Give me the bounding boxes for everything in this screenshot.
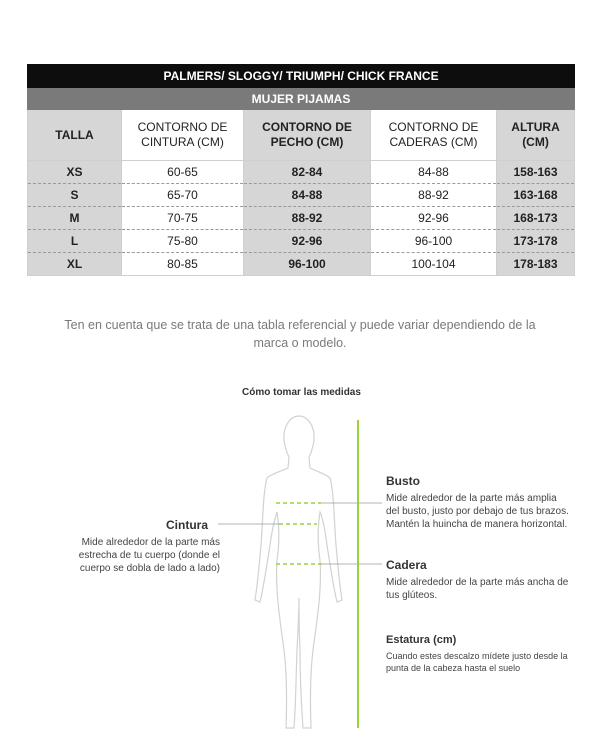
cadera-label [386, 558, 571, 602]
hip-cell: 96-100 [371, 230, 497, 253]
cintura-label [50, 518, 220, 575]
waist-cell: 75-80 [122, 230, 244, 253]
busto-title: Busto [386, 474, 420, 488]
cadera-description: Mide alrededor de la parte más ancha de tus glúteos. [386, 577, 569, 601]
column-header-pecho: CONTORNO DE PECHO (CM) [244, 110, 371, 161]
disclaimer-text: Ten en cuenta que se trata de una tabla referencial y puede variar dependiendo de la marca o modelo. [64, 318, 536, 350]
cintura-description: Mide alrededor de la parte más estrecha de tu cuerpo (donde el cuerpo se dobla de lado a lado) [78, 537, 220, 574]
height-cell: 163-168 [497, 184, 575, 207]
estatura-label [386, 634, 571, 674]
hip-cell: 84-88 [371, 161, 497, 184]
height-cell: 158-163 [497, 161, 575, 184]
column-header-altura: ALTURA (CM) [497, 110, 575, 161]
section-header: MUJER PIJAMAS [28, 88, 575, 110]
estatura-title: Estatura (cm) [386, 634, 457, 646]
chest-cell: 92-96 [244, 230, 371, 253]
height-cell: 168-173 [497, 207, 575, 230]
size-cell: M [28, 207, 122, 230]
hip-cell: 92-96 [371, 207, 497, 230]
hip-cell: 100-104 [371, 253, 497, 276]
size-cell: XS [28, 161, 122, 184]
chest-cell: 84-88 [244, 184, 371, 207]
busto-label [386, 474, 571, 531]
size-cell: XL [28, 253, 122, 276]
height-cell: 178-183 [497, 253, 575, 276]
waist-cell: 80-85 [122, 253, 244, 276]
body-silhouette [255, 416, 342, 728]
chest-cell: 96-100 [244, 253, 371, 276]
chest-cell: 88-92 [244, 207, 371, 230]
measure-guide-title: Cómo tomar las medidas [242, 387, 361, 398]
size-cell: L [28, 230, 122, 253]
hip-cell: 88-92 [371, 184, 497, 207]
column-header-cintura: CONTORNO DE CINTURA (CM) [122, 110, 244, 161]
waist-cell: 65-70 [122, 184, 244, 207]
height-cell: 173-178 [497, 230, 575, 253]
busto-description: Mide alrededor de la parte más amplia del busto, justo por debajo de tus brazos. Mantén la huincha de manera horizontal. [386, 493, 569, 530]
column-header-caderas: CONTORNO DE CADERAS (CM) [371, 110, 497, 161]
size-cell: S [28, 184, 122, 207]
cadera-title: Cadera [386, 558, 427, 572]
cintura-title: Cintura [166, 518, 208, 532]
waist-cell: 70-75 [122, 207, 244, 230]
column-header-talla: TALLA [28, 110, 122, 161]
brand-header: PALMERS/ SLOGGY/ TRIUMPH/ CHICK FRANCE [28, 65, 575, 88]
estatura-description: Cuando estes descalzo mídete justo desde la punta de la cabeza hasta el suelo [386, 651, 568, 673]
waist-cell: 60-65 [122, 161, 244, 184]
chest-cell: 82-84 [244, 161, 371, 184]
